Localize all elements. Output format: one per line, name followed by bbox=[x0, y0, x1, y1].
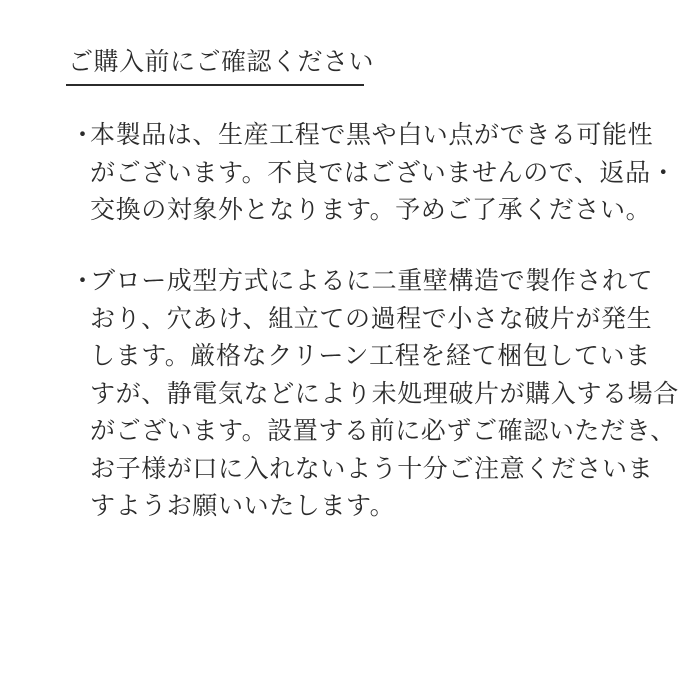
notice-text: 本製品は、生産工程で黒や白い点ができる可能性 bbox=[90, 120, 654, 149]
notice-text: ブロー成型方式によるに二重壁構造で製作されて bbox=[90, 266, 654, 295]
notice-line: がございます。不良ではございませんので、返品・ bbox=[90, 157, 677, 187]
notice-line: お子様が口に入れないよう十分ご注意くださいま bbox=[90, 453, 654, 483]
notice-line bbox=[70, 116, 670, 154]
notice-line bbox=[70, 262, 670, 300]
notice-line: がございます。設置する前に必ずご確認いただき、 bbox=[90, 416, 676, 445]
bullet-dot: ・ bbox=[70, 120, 96, 149]
notice-item bbox=[70, 116, 677, 229]
notice-line: すようお願いいたします。 bbox=[90, 491, 396, 520]
notice-line: おり、穴あけ、組立ての過程で小さな破片が発生 bbox=[90, 303, 653, 333]
heading-underline bbox=[66, 84, 364, 86]
notice-line: すが、静電気などにより未処理破片が購入する場合 bbox=[90, 378, 679, 408]
notice-line: 交換の対象外となります。予めご了承ください。 bbox=[90, 195, 652, 224]
notice-heading: ご購入前にご確認ください bbox=[68, 47, 375, 76]
notice-item bbox=[70, 262, 679, 525]
notice-line: します。厳格なクリーン工程を経て梱包していま bbox=[90, 341, 651, 370]
bullet-dot: ・ bbox=[70, 266, 96, 295]
